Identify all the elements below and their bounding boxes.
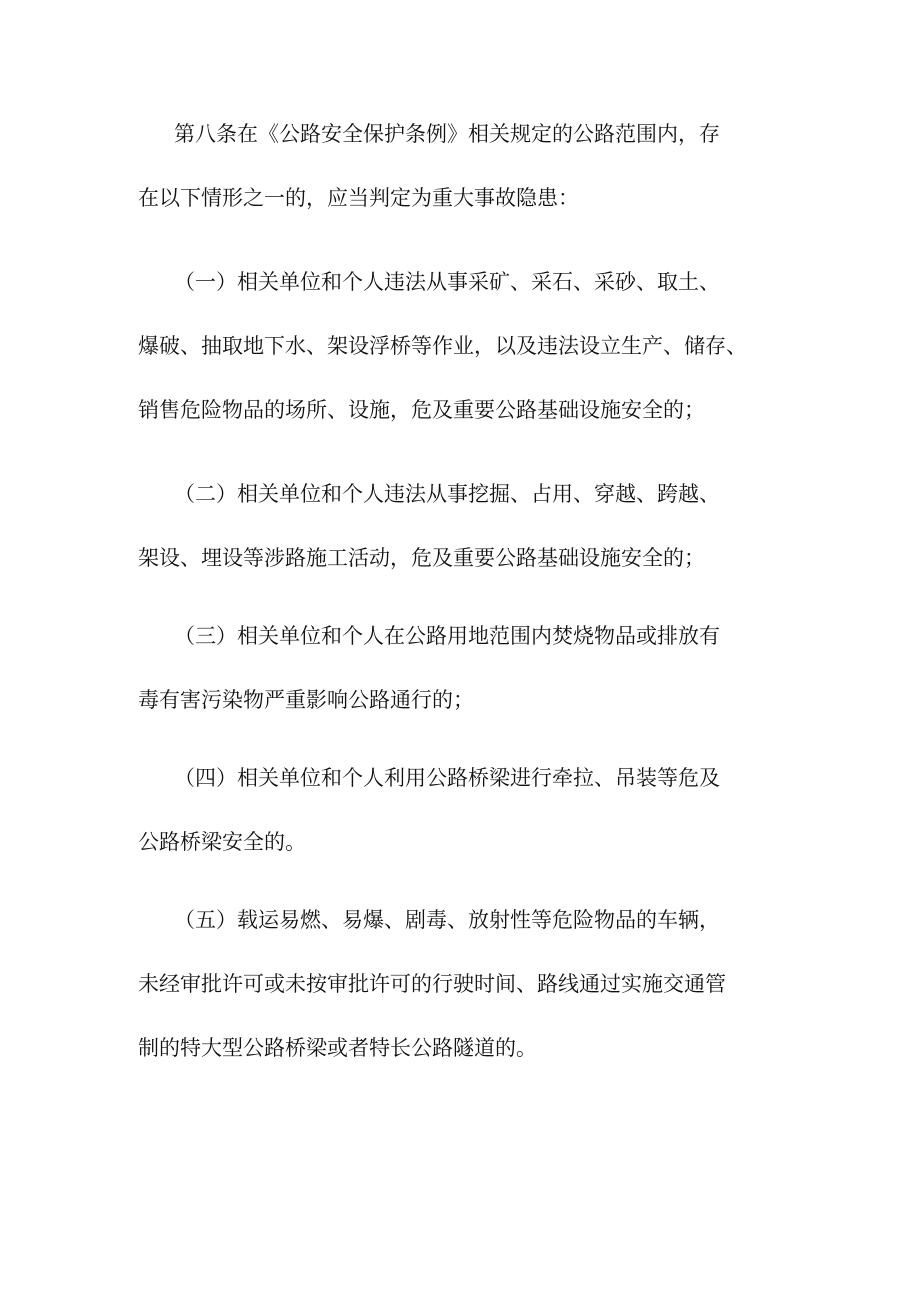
paragraph-line: （二）相关单位和个人违法从事挖掘、占用、穿越、跨越、	[174, 482, 720, 506]
paragraph-line: 第八条在《公路安全保护条例》相关规定的公路范围内，存	[174, 122, 720, 146]
paragraph-line: 毒有害污染物严重影响公路通行的；	[138, 688, 474, 712]
paragraph-line: （三）相关单位和个人在公路用地范围内焚烧物品或排放有	[174, 624, 720, 648]
paragraph-line: 爆破、抽取地下水、架设浮桥等作业，以及违法设立生产、储存、	[138, 334, 747, 358]
paragraph-line: 公路桥梁安全的。	[138, 830, 306, 854]
paragraph-line: （五）载运易燃、易爆、剧毒、放射性等危险物品的车辆，	[174, 908, 720, 932]
paragraph-line: 架设、埋设等涉路施工活动，危及重要公路基础设施安全的；	[138, 546, 705, 570]
paragraph-line: 制的特大型公路桥梁或者特长公路隧道的。	[138, 1036, 537, 1060]
paragraph-line: 销售危险物品的场所、设施，危及重要公路基础设施安全的；	[138, 398, 705, 422]
paragraph-line: （四）相关单位和个人利用公路桥梁进行牵拉、吊装等危及	[174, 766, 720, 790]
paragraph-line: （一）相关单位和个人违法从事采矿、采石、采砂、取土、	[174, 270, 720, 294]
paragraph-line: 未经审批许可或未按审批许可的行驶时间、路线通过实施交通管	[138, 972, 726, 996]
paragraph-line: 在以下情形之一的，应当判定为重大事故隐患：	[138, 186, 579, 210]
